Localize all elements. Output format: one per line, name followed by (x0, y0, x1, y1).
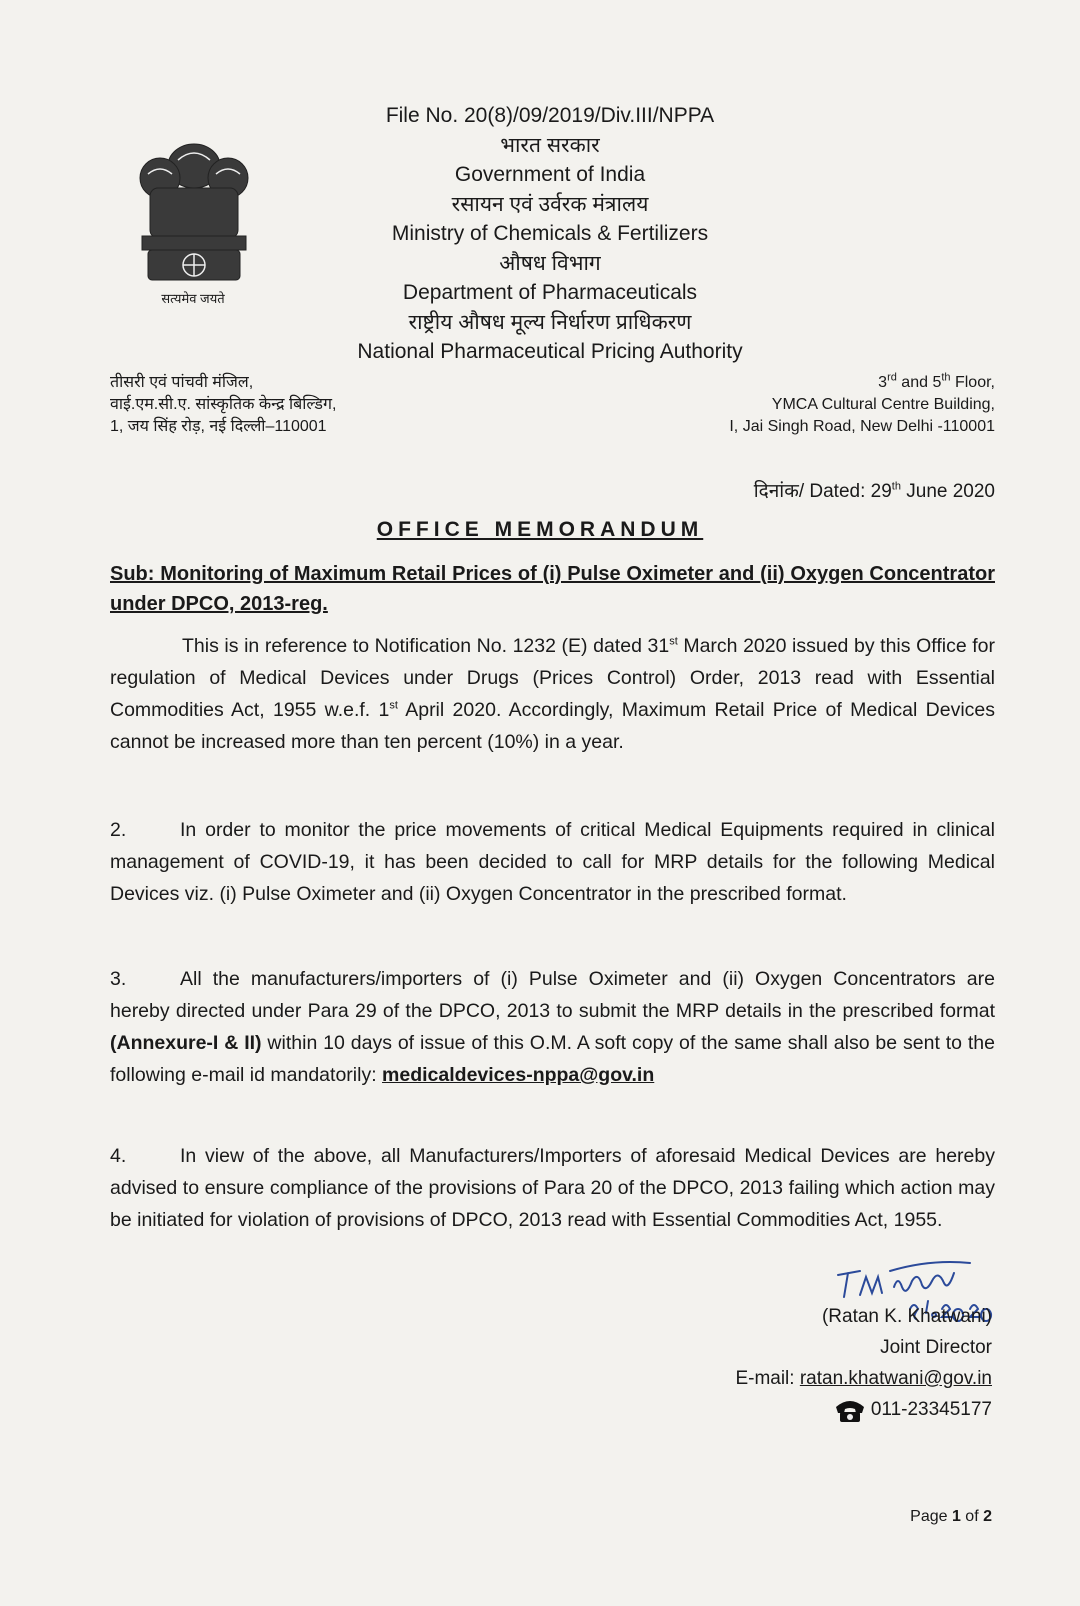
memo-subject: Sub: Monitoring of Maximum Retail Prices of (i) Pulse Oximeter and (ii) Oxygen Concentrator under DPCO, 2013-reg. (110, 563, 995, 615)
address-hindi-line1: तीसरी एवं पांचवी मंजिल, (110, 374, 254, 391)
address-hindi-line3: 1, जय सिंह रोड़, नई दिल्ली–110001 (110, 418, 327, 435)
address-english-line3: I, Jai Singh Road, New Delhi -110001 (729, 418, 995, 435)
government-hindi: भारत सरकार (500, 133, 600, 157)
telephone-icon (833, 1397, 867, 1423)
paragraph-3-number: 3. (110, 968, 127, 990)
file-number: File No. 20(8)/09/2019/Div.III/NPPA (385, 104, 715, 127)
memo-date: दिनांक/ Dated: 29th June 2020 (753, 480, 995, 502)
page-number: Page 1 of 2 (910, 1508, 992, 1525)
paragraph-2-number: 2. (110, 819, 127, 841)
national-emblem-icon (128, 130, 260, 300)
letterhead (290, 101, 810, 367)
authority-hindi: राष्ट्रीय औषध मूल्य निर्धारण प्राधिकरण (408, 310, 692, 334)
signatory-name: (Ratan K. Khatwani) (821, 1306, 992, 1327)
address-english (729, 372, 995, 438)
paragraph-4-number: 4. (110, 1145, 127, 1167)
address-english-line2: YMCA Cultural Centre Building, (771, 396, 995, 413)
signatory-phone: 011-23345177 (870, 1399, 992, 1420)
submission-email-link[interactable]: medicaldevices-nppa@gov.in (382, 1064, 655, 1086)
signatory-email-row: E-mail: ratan.khatwani@gov.in (735, 1368, 992, 1389)
paragraph-1: This is in reference to Notification No. 1232 (E) dated 31st March 2020 issued by this Office for regulation of Medical Devices under Drugs (Prices Control) Order, 2013 read with Essential Commodities Act, 1955 w.e.f. 1st April 2020. Accordingly, Maximum Retail Price of Medical Devices cannot be increased more than ten percent (10%) in a year. (110, 635, 995, 753)
emblem-motto: सत्यमेव जयते (161, 291, 225, 306)
signatory-designation: Joint Director (880, 1337, 992, 1358)
address-hindi-line2: वाई.एम.सी.ए. सांस्कृतिक केन्द्र बिल्डिग, (110, 396, 337, 413)
paragraph-3: 3. All the manufacturers/importers of (i) Pulse Oximeter and (ii) Oxygen Concentrators are hereby directed under Para 29 of the DPCO, 2013 to submit the MRP details in the prescribed format (Annexure-I & II) within 10 days of issue of this O.M. A soft copy of the same shall also be sent to the following e-mail id mandatorily: medicaldevices-nppa@gov.in (110, 963, 995, 1091)
authority-english: National Pharmaceutical Pricing Authority (357, 340, 743, 363)
ministry-english: Ministry of Chemicals & Fertilizers (391, 222, 709, 245)
ministry-hindi: रसायन एवं उर्वरक मंत्रालय (451, 192, 649, 216)
address-hindi (110, 372, 336, 438)
signatory-email-link[interactable]: ratan.khatwani@gov.in (799, 1368, 992, 1389)
signatory-phone-row (735, 1394, 992, 1425)
government-english: Government of India (454, 163, 646, 186)
paragraph-2: 2. In order to monitor the price movements of critical Medical Equipments required in clinical management of COVID-19, it has been decided to call for MRP details for the following Medical Devices viz. (i) Pulse Oximeter and (ii) Oxygen Concentrator in the prescribed format. (110, 814, 995, 910)
memo-title: OFFICE MEMORANDUM (376, 518, 704, 541)
paragraph-4: 4. In view of the above, all Manufacturers/Importers of aforesaid Medical Devices are hereby advised to ensure compliance of the provisions of Para 20 of the DPCO, 2013 failing which action may be initiated for violation of provisions of DPCO, 2013 read with Essential Commodities Act, 1955. (110, 1140, 995, 1236)
address-english-line1: 3rd and 5th Floor, (878, 371, 995, 391)
department-english: Department of Pharmaceuticals (402, 281, 698, 304)
signature-block (735, 1301, 992, 1425)
department-hindi: औषध विभाग (499, 251, 601, 275)
annexure-reference: (Annexure-I & II) (110, 1032, 262, 1054)
